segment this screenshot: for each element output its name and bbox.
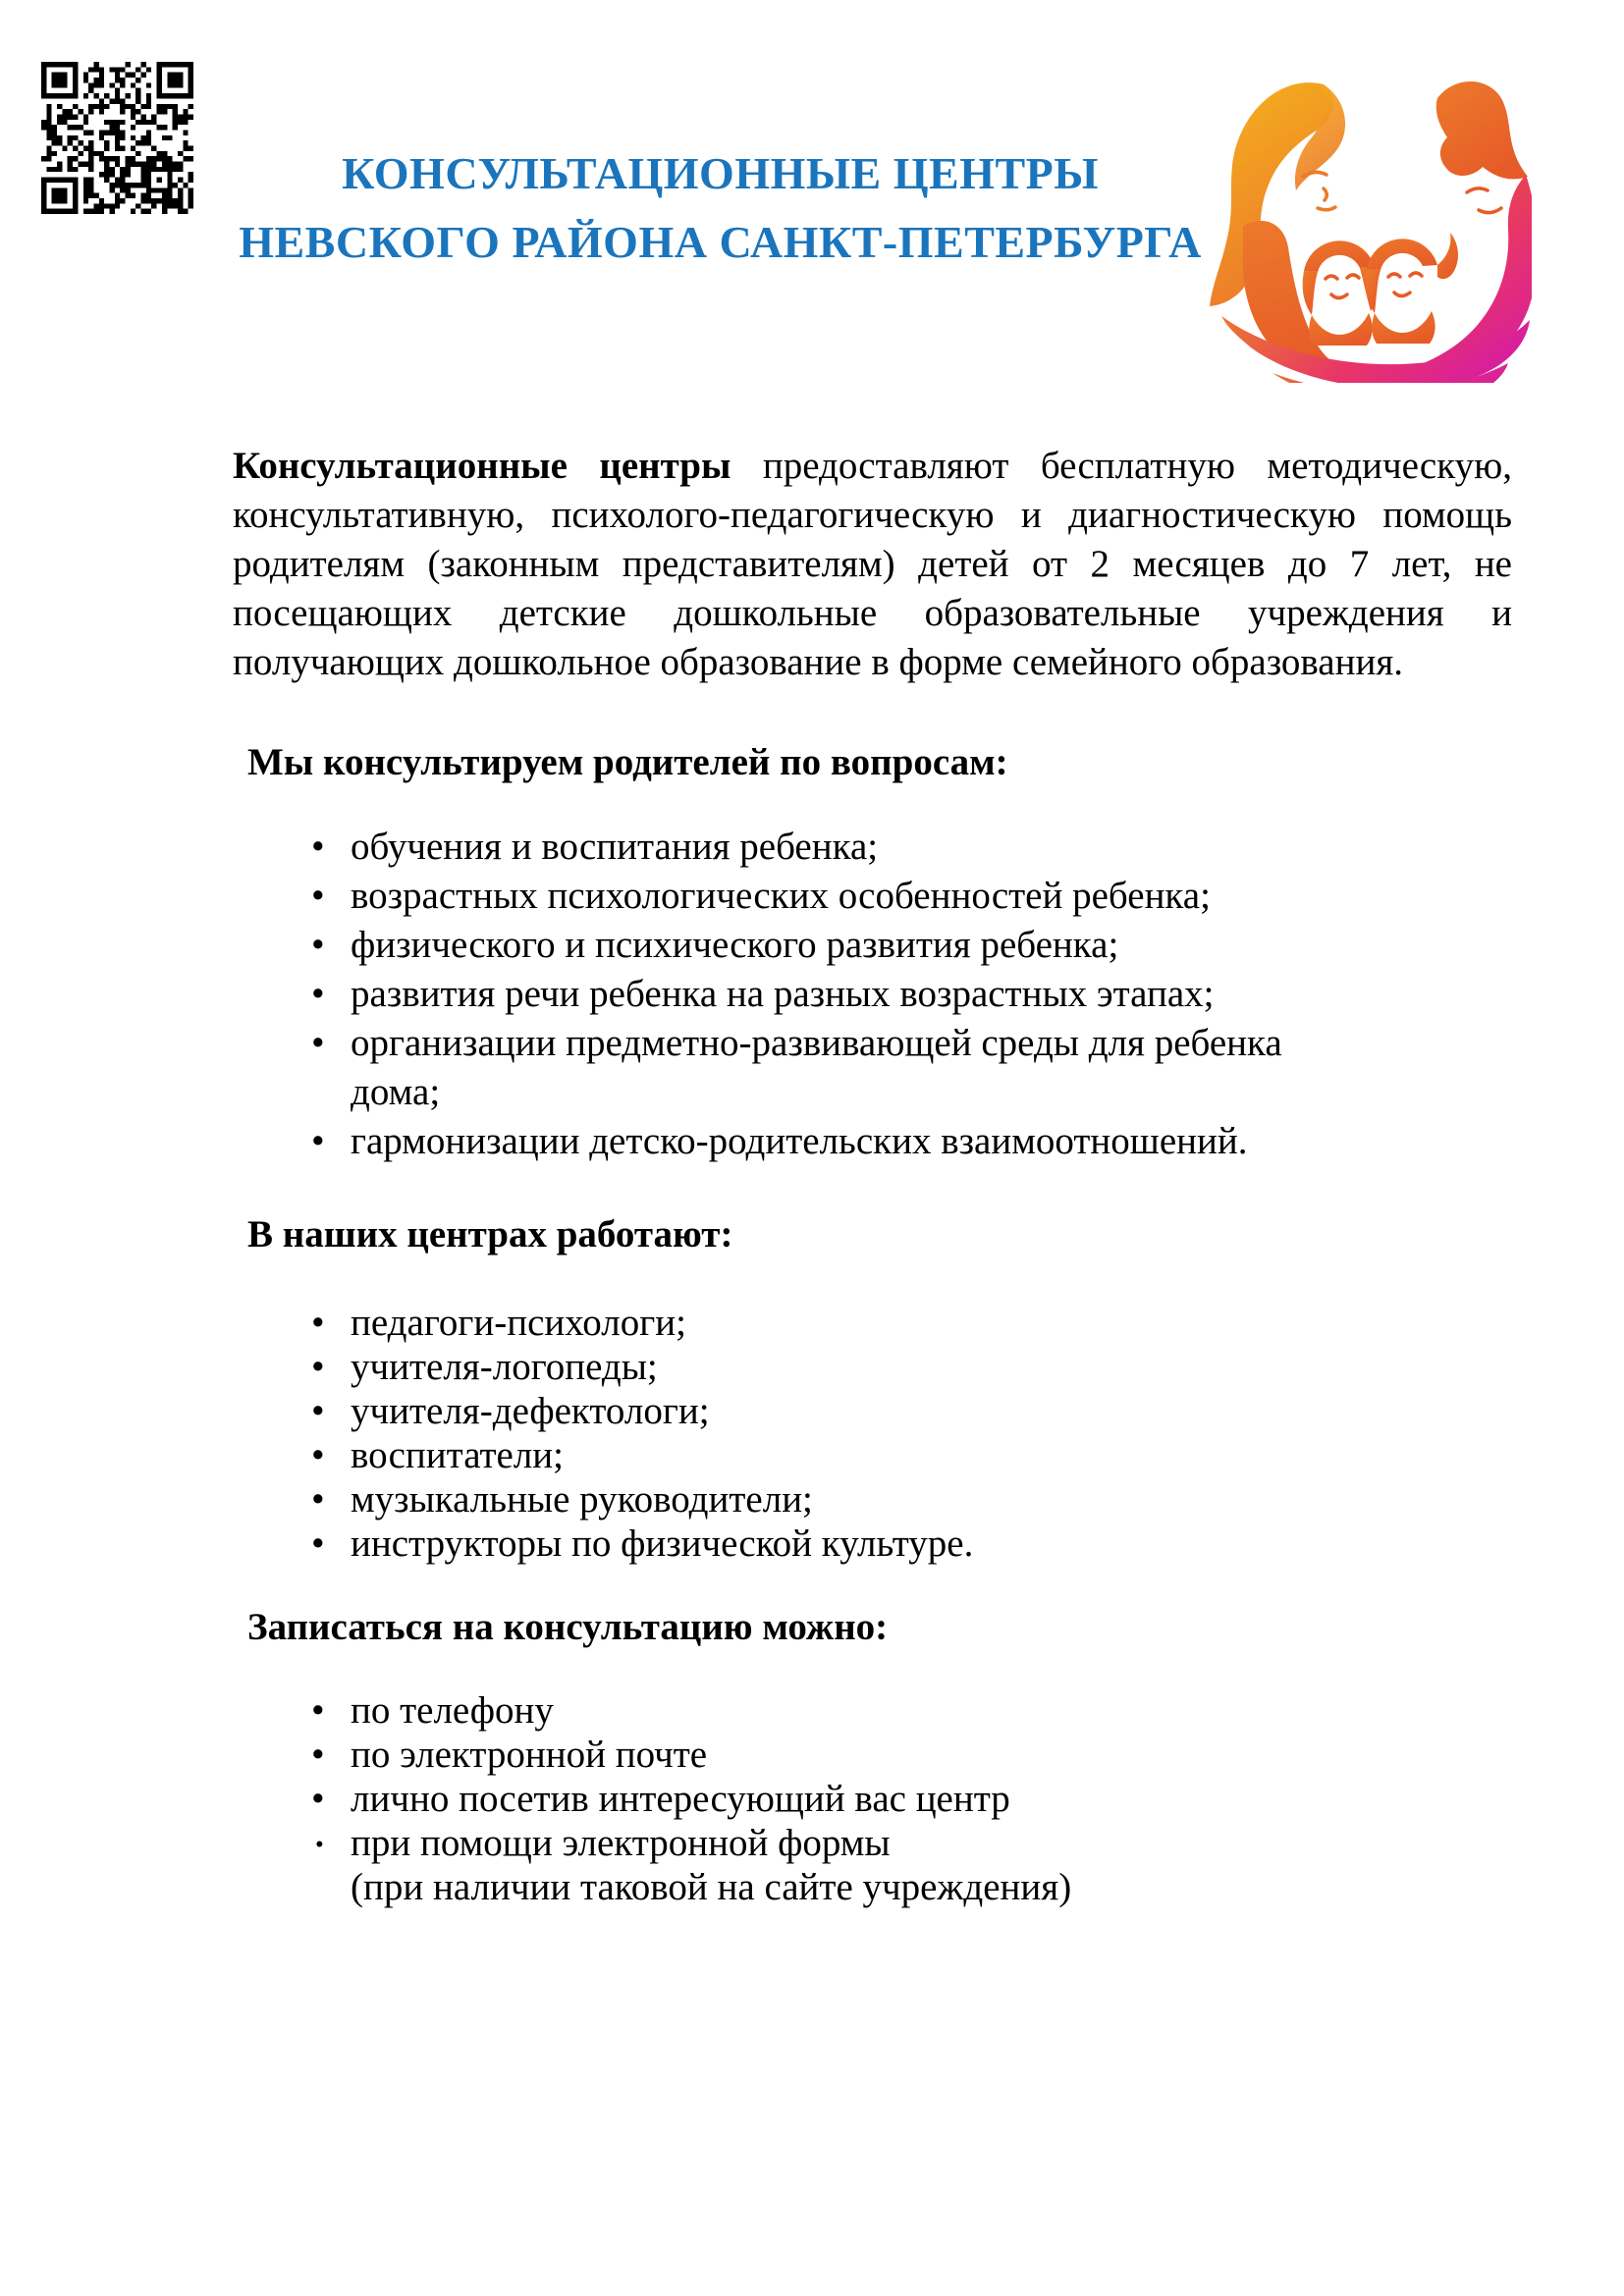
list-item <box>351 1019 1512 1117</box>
list-item-text: развития речи ребенка на разных возрастных этапах; <box>351 973 1215 1015</box>
list-item-text: учителя-дефектологи; <box>351 1390 710 1432</box>
list-item-text: дома; <box>351 1071 441 1113</box>
list-item <box>351 1117 1512 1166</box>
list-item-text: обучения и воспитания ребенка; <box>351 826 879 868</box>
family-logo-graphic <box>1208 59 1532 383</box>
list-item <box>351 1733 1512 1777</box>
list-item <box>351 872 1512 921</box>
list-item <box>351 1389 1512 1433</box>
list-item <box>351 1688 1512 1733</box>
qr-code <box>41 62 193 214</box>
intro-paragraph <box>233 442 1512 687</box>
list-item-text: по электронной почте <box>351 1734 708 1776</box>
bullet-list-signup <box>233 1688 1512 1909</box>
list-item-text: учителя-логопеды; <box>351 1346 658 1388</box>
qr-code-graphic <box>41 62 193 214</box>
document-body <box>233 442 1512 1909</box>
list-item-text: по телефону <box>351 1689 554 1732</box>
list-item <box>351 1777 1512 1821</box>
list-item-text: инструкторы по физической культуре. <box>351 1522 974 1565</box>
section-heading-topics: Мы консультируем родителей по вопросам: <box>247 741 1008 783</box>
list-item-text: педагоги-психологи; <box>351 1302 686 1344</box>
list-item-text: воспитатели; <box>351 1434 565 1476</box>
list-item <box>351 1477 1512 1522</box>
bullet-list-staff <box>233 1301 1512 1566</box>
list-item-text: • при помощи электронной формы <box>351 1822 891 1864</box>
list-item <box>351 970 1512 1019</box>
family-logo-icon <box>1208 59 1532 383</box>
list-item-text: музыкальные руководители; <box>351 1478 813 1521</box>
list-item-text: гармонизации детско-родительских взаимоотношений. <box>351 1120 1248 1162</box>
list-item <box>351 1821 1512 1909</box>
intro-text: предоставляют бесплатную методическую, консультативную, психолого-педагогическую и диагностическую помощь родителям (законным представителям) детей от 2 месяцев до 7 лет, не посещающих детские дошкольные образовательные учреждения и получающих дошкольное образование в форме семейного образования. <box>233 445 1512 683</box>
list-item <box>351 921 1512 970</box>
title-line-2: НЕВСКОГО РАЙОНА САНКТ-ПЕТЕРБУРГА <box>239 217 1202 267</box>
list-item-note: (при наличии таковой на сайте учреждения) <box>351 1866 1072 1908</box>
list-item-text: • организации предметно-развивающей среды для ребенка <box>351 1022 1282 1064</box>
list-item <box>351 1522 1512 1566</box>
list-item-text: физического и психического развития ребенка; <box>351 924 1119 966</box>
intro-lead: Консультационные центры <box>233 445 731 487</box>
list-item <box>351 1301 1512 1345</box>
section-heading-signup: Записаться на консультацию можно: <box>247 1606 889 1648</box>
title-line-1: КОНСУЛЬТАЦИОННЫЕ ЦЕНТРЫ <box>342 148 1099 198</box>
list-item <box>351 1433 1512 1477</box>
section-heading-staff: В наших центрах работают: <box>247 1213 733 1255</box>
list-item-text: лично посетив интересующий вас центр <box>351 1778 1010 1820</box>
list-item <box>351 1345 1512 1389</box>
bullet-list-topics <box>233 823 1512 1166</box>
list-item-text: возрастных психологических особенностей ребенка; <box>351 875 1211 917</box>
list-item <box>351 823 1512 872</box>
page-title <box>233 139 1208 277</box>
